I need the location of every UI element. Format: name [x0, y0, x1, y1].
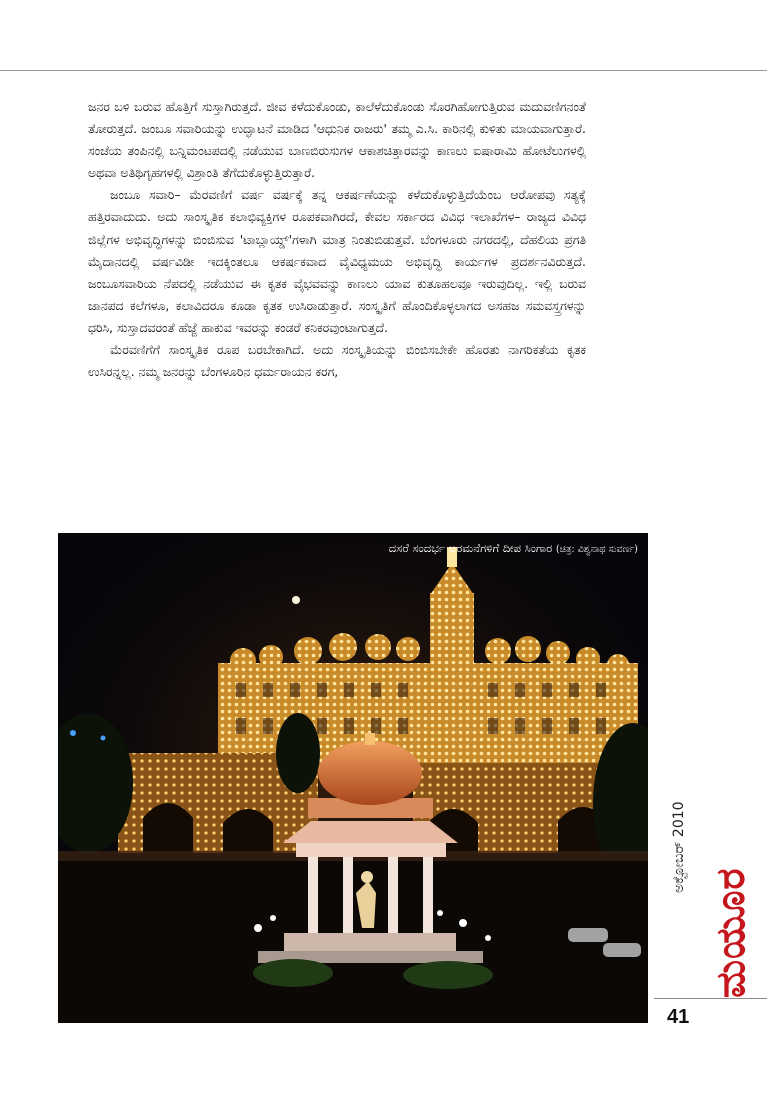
article-paragraph-3: ಮೆರವಣಿಗೆಗೆ ಸಾಂಸ್ಕೃತಿಕ ರೂಪ ಬರಬೇಕಾಗಿದೆ. ಅದು ಸಂಸ್ಕೃತಿಯನ್ನು ಬಿಂಬಿಸಬೇಕೇ ಹೊರತು ನಾಗರಿಕತೆಯ ಕೃತಕ ಉಸಿರನ್ನಲ್ಲ. ನಮ್ಮ ಜನರನ್ನು ಬೆಂಗಳೂರಿನ ಧರ್ಮರಾಯನ ಕರಗ,	[88, 342, 586, 380]
magazine-logo: ಮಯೂರ	[708, 867, 754, 998]
illuminated-palace-photo	[58, 533, 648, 1023]
caption-text: ದಸರೆ ಸಂದರ್ಭ ಅರಮನೆಗಳಿಗೆ ದೀಪ ಸಿಂಗಾರ	[388, 541, 553, 555]
page-number: 41	[667, 1006, 690, 1028]
issue-month-year: ಅಕ್ಟೋಬರ್ 2010	[671, 801, 687, 893]
photo-caption	[389, 541, 638, 556]
footer-rule	[654, 998, 767, 999]
palace-photo	[58, 533, 648, 1023]
header-rule	[0, 70, 767, 71]
article-paragraph-2: ಜಂಬೂ ಸವಾರಿ– ಮೆರವಣಿಗೆ ವರ್ಷ ವರ್ಷಕ್ಕೆ ತನ್ನ ಆಕರ್ಷಣೆಯನ್ನು ಕಳೆದುಕೊಳ್ಳುತ್ತಿದೆಯೆಂಬ ಆರೋಪವು ಸತ್ಯಕ್ಕೆ ಹತ್ತಿರವಾದುದು. ಅದು ಸಾಂಸ್ಕೃತಿಕ ಕಲಾಭಿವ್ಯಕ್ತಿಗಳ ರೂಪಕವಾಗಿರದೆ, ಕೇವಲ ಸರ್ಕಾರದ ವಿವಿಧ ಇಲಾಖೆಗಳ– ರಾಜ್ಯದ ವಿವಿಧ ಜಿಲ್ಲೆಗಳ ಅಭಿವೃದ್ಧಿಗಳನ್ನು ಬಿಂಬಿಸುವ 'ಟಾಬ್ಲಾಯ್ಡ್'ಗಳಾಗಿ ಮಾತ್ರ ನಿಂತುಬಿಡುತ್ತವೆ. ಬೆಂಗಳೂರು ನಗರದಲ್ಲಿ, ದೆಹಲಿಯ ಪ್ರಗತಿ ಮೈದಾನದಲ್ಲಿ ವರ್ಷವಿಡೀ ಇದಕ್ಕಿಂತಲೂ ಆಕರ್ಷಕವಾದ ವೈವಿಧ್ಯಮಯ ಅಭಿವೃದ್ಧಿ ಕಾರ್ಯಗಳ ಪ್ರದರ್ಶನವಿರುತ್ತದೆ. ಜಂಬೂಸವಾರಿಯ ನೆಪದಲ್ಲಿ ನಡೆಯುವ ಈ ಕೃತಕ ವೈಭವವನ್ನು ಕಾಣಲು ಯಾವ ಕುತೂಹಲವೂ ಇರುವುದಿಲ್ಲ. ಇಲ್ಲಿ ಬರುವ ಜಾನಪದ ಕಲೆಗಳೂ, ಕಲಾವಿದರೂ ಕೂಡಾ ಕೃತಕ ಉಸಿರಾಡುತ್ತಾರೆ. ಸಂಸ್ಕೃತಿಗೆ ಹೊಂದಿಕೊಳ್ಳಲಾಗದ ಅಸಹಜ ಸಮವಸ್ತ್ರಗಳನ್ನು ಧರಿಸಿ, ಸುಸ್ತಾದವರಂತೆ ಹೆಜ್ಜೆ ಹಾಕುವ ಇವರನ್ನು ಕಂಡರೆ ಕನಿಕರವುಂಟಾಗುತ್ತದೆ.	[88, 187, 586, 335]
article-body	[88, 96, 586, 383]
article-paragraph-1: ಜನರ ಬಳಿ ಬರುವ ಹೊತ್ತಿಗೆ ಸುಸ್ತಾಗಿರುತ್ತದೆ. ಜೀವ ಕಳೆದುಕೊಂಡು, ಕಾಲೆಳೆದುಕೊಂಡು ಸೊರಗಿಹೋಗುತ್ತಿರುವ ಮದುವಣಿಗನಂತೆ ತೋರುತ್ತದೆ. ಜಂಬೂ ಸವಾರಿಯನ್ನು ಉದ್ಘಾಟನೆ ಮಾಡಿದ 'ಆಧುನಿಕ ರಾಜರು' ತಮ್ಮ ಎ.ಸಿ. ಕಾರಿನಲ್ಲಿ ಕುಳಿತು ಮಾಯವಾಗುತ್ತಾರೆ. ಸಂಜೆಯ ತಂಪಿನಲ್ಲಿ ಬನ್ನಿಮಂಟಪದಲ್ಲಿ ನಡೆಯುವ ಬಾಣಬಿರುಸುಗಳ ಆಕಾಶಚಿತ್ತಾರವನ್ನು ಕಾಣಲು ಐಷಾರಾಮಿ ಹೋಟೆಲುಗಳಲ್ಲಿ ಅಥವಾ ಅತಿಥಿಗೃಹಗಳಲ್ಲಿ ವಿಶ್ರಾಂತಿ ತೆಗೆದುಕೊಳ್ಳುತ್ತಿರುತ್ತಾರೆ.	[88, 99, 586, 181]
photo-credit: (ಚಿತ್ರ: ವಿಶ್ವನಾಥ ಸುವರ್ಣ)	[555, 544, 638, 555]
